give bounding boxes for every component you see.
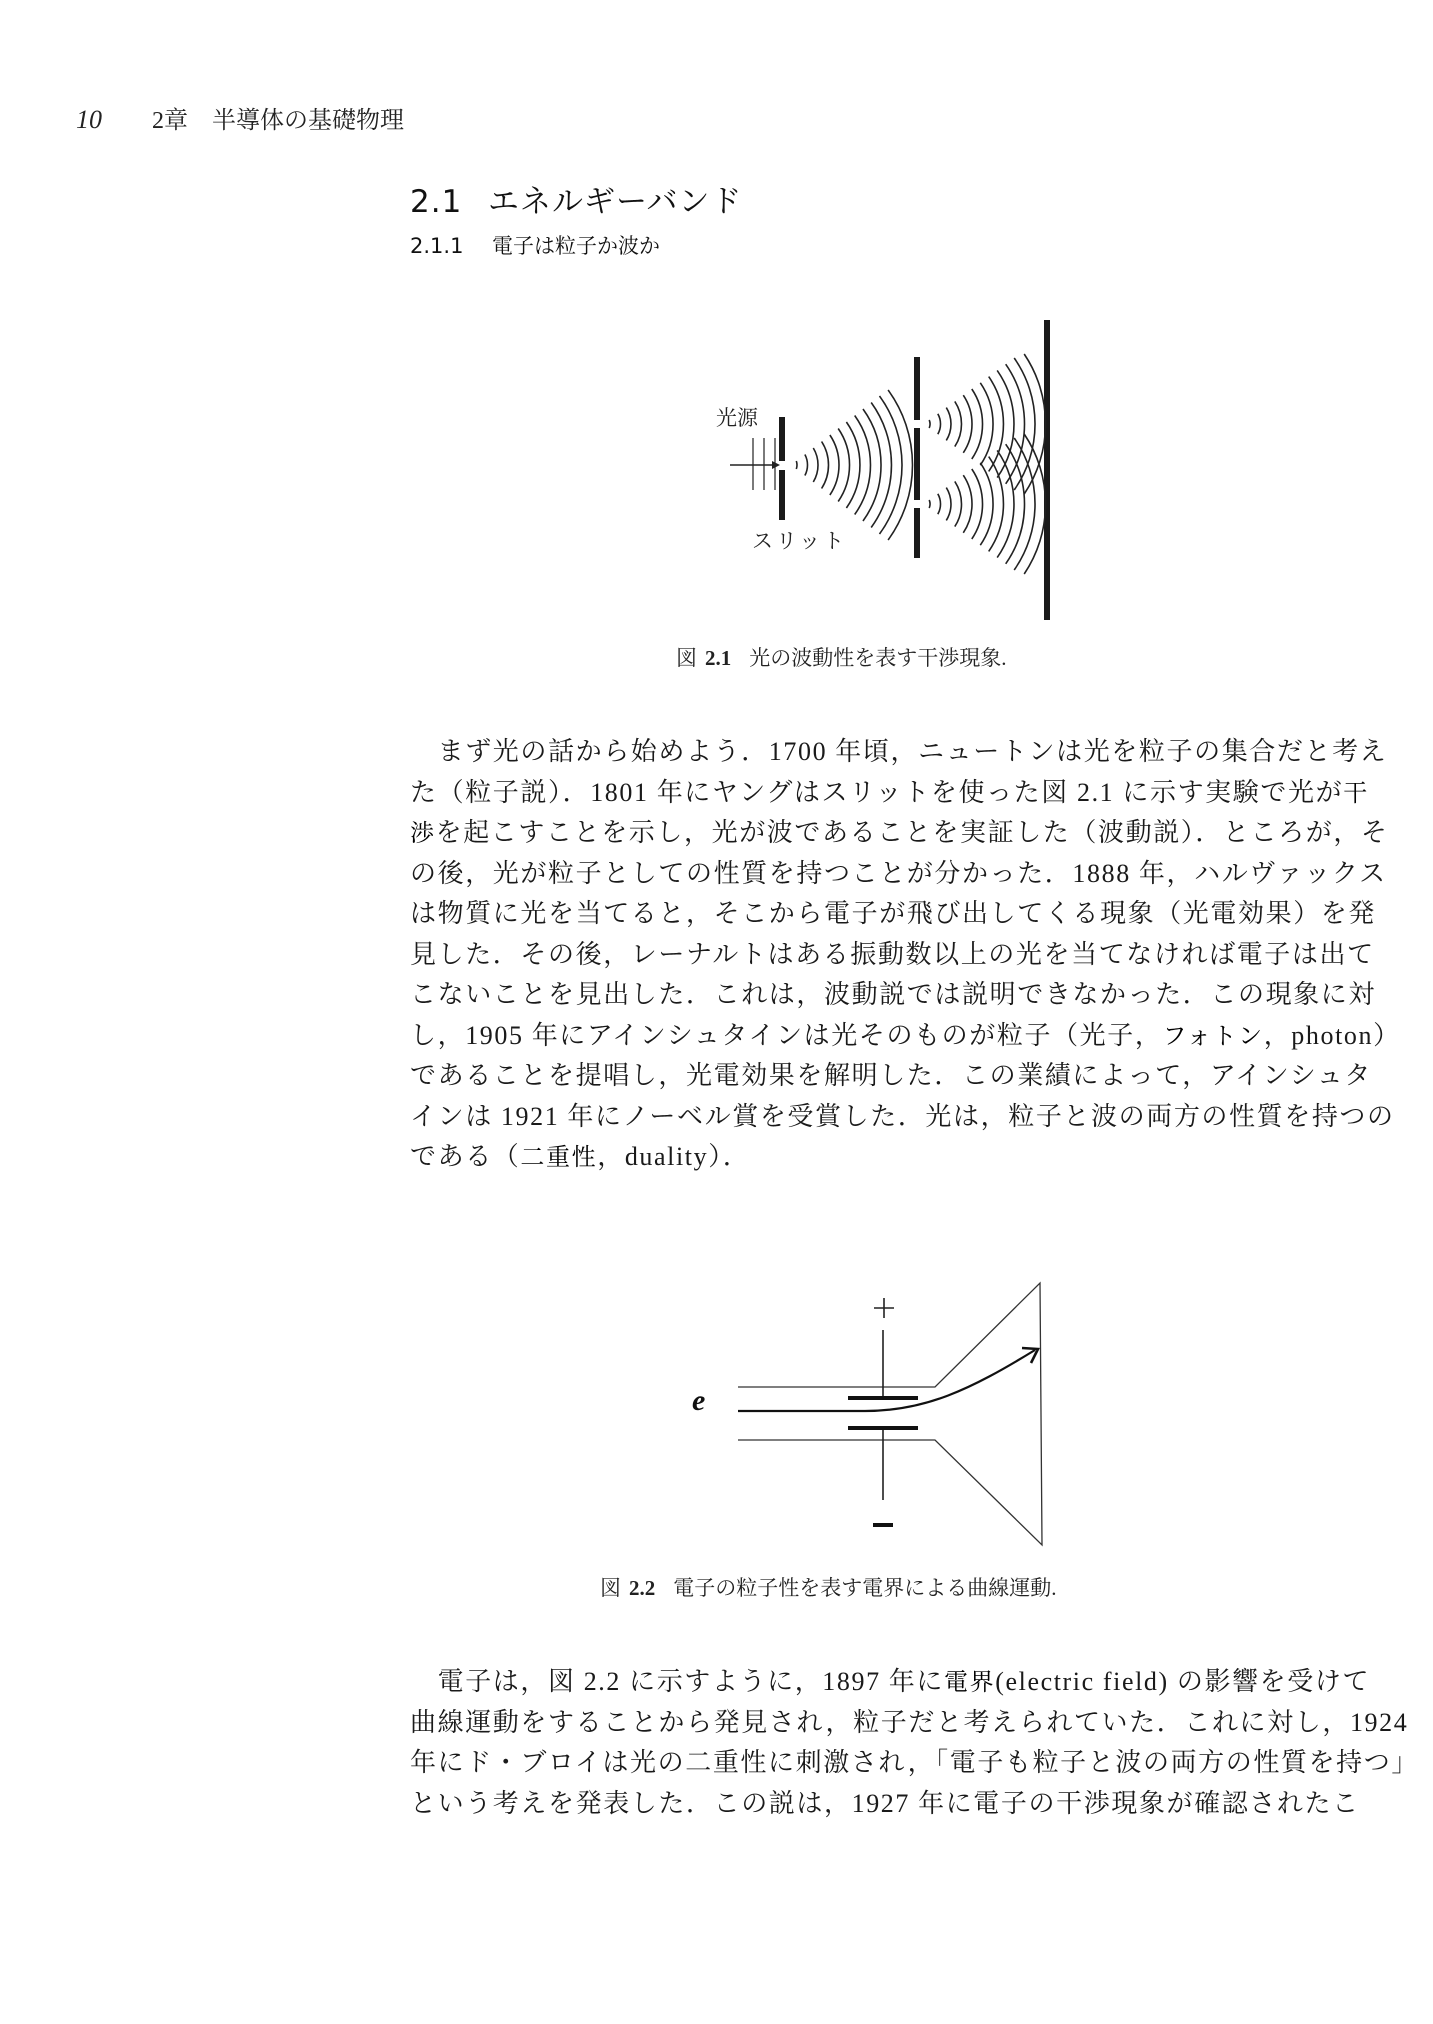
wavefront-arc [946, 408, 951, 441]
electron-trajectory [738, 1350, 1035, 1411]
page-number: 10 [76, 105, 102, 134]
text-line: 曲線運動をすることから発見され，粒子だと考えられていた．これに対し，1924 [410, 1707, 1409, 1737]
wavefront-arc [938, 494, 941, 514]
text-line [410, 773, 1369, 814]
text-line: 年にド・ブロイは光の二重性に刺激され，「電子も粒子と波の両方の性質を持つ」 [410, 1748, 1419, 1777]
text-line: まず光の話から始めよう．1700 年頃，ニュートンは光を粒子の集合だと考え [410, 737, 1388, 766]
chapter-title: 2章 半導体の基礎物理 [152, 108, 404, 134]
wavefront-arc [955, 481, 962, 526]
wavefront-arc [997, 370, 1014, 477]
wavefront-arc [863, 409, 881, 521]
wavefront-arc [963, 475, 972, 533]
wavefront-arc [846, 422, 860, 508]
text-fragment: を起こすことを示し，光が波であることを実証した（波動説）．ところが，そ [435, 818, 1389, 847]
single-slit-lower [779, 470, 785, 520]
incident-wavefronts [753, 438, 775, 490]
text-line: であることを提唱し，光電効果を解明した．この業績によって，アインシュタ [410, 1061, 1372, 1090]
text-line: という考えを発表した．この説は，1927 年に電子の干渉現象が確認されたこ [410, 1788, 1360, 1818]
caption-prefix: 図 [600, 1576, 621, 1600]
wavefront-arc [838, 429, 849, 502]
text-line [410, 1662, 1371, 1703]
wavefront-arc [929, 420, 930, 428]
positive-plate [848, 1396, 918, 1400]
text-line [410, 1016, 1401, 1057]
caption-number: 2.1 [705, 646, 732, 670]
caption-number: 2.2 [629, 1576, 656, 1600]
double-slit-top [914, 357, 920, 420]
section-number: 2.1 [410, 184, 463, 220]
text-fragment: し，1905 年にアインシュタインは光そのものが粒子（光子， [410, 1020, 1163, 1050]
text-line: インは 1921 年にノーベル賞を受賞した．光は，粒子と波の両方の性質を持つの [410, 1101, 1395, 1131]
section-heading [410, 176, 742, 221]
plus-sign [874, 1298, 894, 1318]
figure-double-slit-diagram [690, 310, 1070, 630]
wavefront-arc [938, 414, 941, 434]
caption-text: 電子の粒子性を表す電界による曲線運動. [673, 1576, 1057, 1600]
text-fragment: た（粒子説）．1801 年にヤングはスリットを使った図 2.1 に示す実験で光が [410, 777, 1344, 807]
light-source-label: 光源 [716, 406, 758, 430]
text-fragment: 電子は，図 2.2 に示すように，1897 年に [410, 1667, 945, 1696]
section-title: エネルギーバンド [488, 184, 743, 220]
text-line [410, 813, 1389, 854]
wavefront-arc [830, 435, 839, 495]
running-head [76, 100, 404, 135]
wavefront-arc [972, 469, 983, 539]
keyword-electric-field: 電界 [944, 1668, 996, 1696]
text-fragment: ，photon） [1263, 1020, 1401, 1050]
keyword-interference: 渉 [410, 819, 436, 847]
text-line: は物質に光を当てると，そこから電子が飛び出してくる現象（光電効果）を発 [410, 899, 1377, 928]
waves-from-slit [796, 390, 912, 540]
wavefront-arc [972, 389, 983, 459]
text-fragment: である（ [410, 1142, 521, 1171]
wavefront-arc [813, 448, 818, 482]
crt-tube-outline [738, 1283, 1042, 1545]
figure-caption-2-1 [676, 642, 1007, 672]
keyword-photon: フォトン [1162, 1021, 1264, 1050]
double-slit-bottom [914, 508, 920, 558]
text-fragment: ，duality）． [597, 1142, 751, 1171]
figure-caption-2-2 [600, 1572, 1057, 1602]
wavefront-arc [929, 500, 930, 508]
paragraph-light-duality [410, 732, 1401, 1178]
single-slit-upper [779, 417, 785, 461]
keyword-interference: 干 [1343, 778, 1369, 807]
text-line: の後，光が粒子としての性質を持つことが分かった．1888 年，ハルヴァックス [410, 858, 1387, 888]
wavefront-arc [997, 450, 1014, 557]
minus-sign [873, 1523, 893, 1527]
wavefront-arc [805, 455, 808, 476]
caption-text: 光の波動性を表す干渉現象. [749, 646, 1007, 670]
figure-electron-deflection-diagram [680, 1260, 1080, 1560]
double-slit-middle [914, 428, 920, 500]
keyword-duality: 二重性 [520, 1143, 598, 1171]
wavefront-arc [796, 461, 797, 469]
text-line: 見した．その後，レーナルトはある振動数以上の光を当てなければ電子は出て [410, 939, 1375, 969]
text-line: こないことを見出した．これは，波動説では説明できなかった．この現象に対 [410, 980, 1377, 1009]
subsection-number: 2.1.1 [410, 234, 464, 258]
wavefront-arc [1006, 364, 1025, 484]
wavefront-arc [963, 395, 972, 453]
waves-from-double-slit-lower [929, 434, 1045, 574]
paragraph-electron-duality [410, 1662, 1419, 1824]
wavefront-arc [855, 416, 871, 515]
light-arrow [730, 461, 780, 469]
waves-from-double-slit-upper [929, 354, 1045, 494]
wavefront-arc [822, 442, 829, 489]
negative-plate [848, 1426, 918, 1430]
subsection-heading [410, 230, 660, 260]
text-fragment: (electric field) の影響を受けて [995, 1667, 1371, 1696]
subsection-title: 電子は粒子か波か [492, 234, 660, 258]
wavefront-arc [1006, 444, 1025, 564]
text-line [410, 1137, 1320, 1178]
electron-label: e [692, 1384, 706, 1417]
wavefront-arc [946, 488, 951, 521]
slit-label: スリット [752, 529, 848, 553]
caption-prefix: 図 [676, 646, 697, 670]
wavefront-arc [955, 401, 962, 446]
screen [1044, 320, 1050, 620]
